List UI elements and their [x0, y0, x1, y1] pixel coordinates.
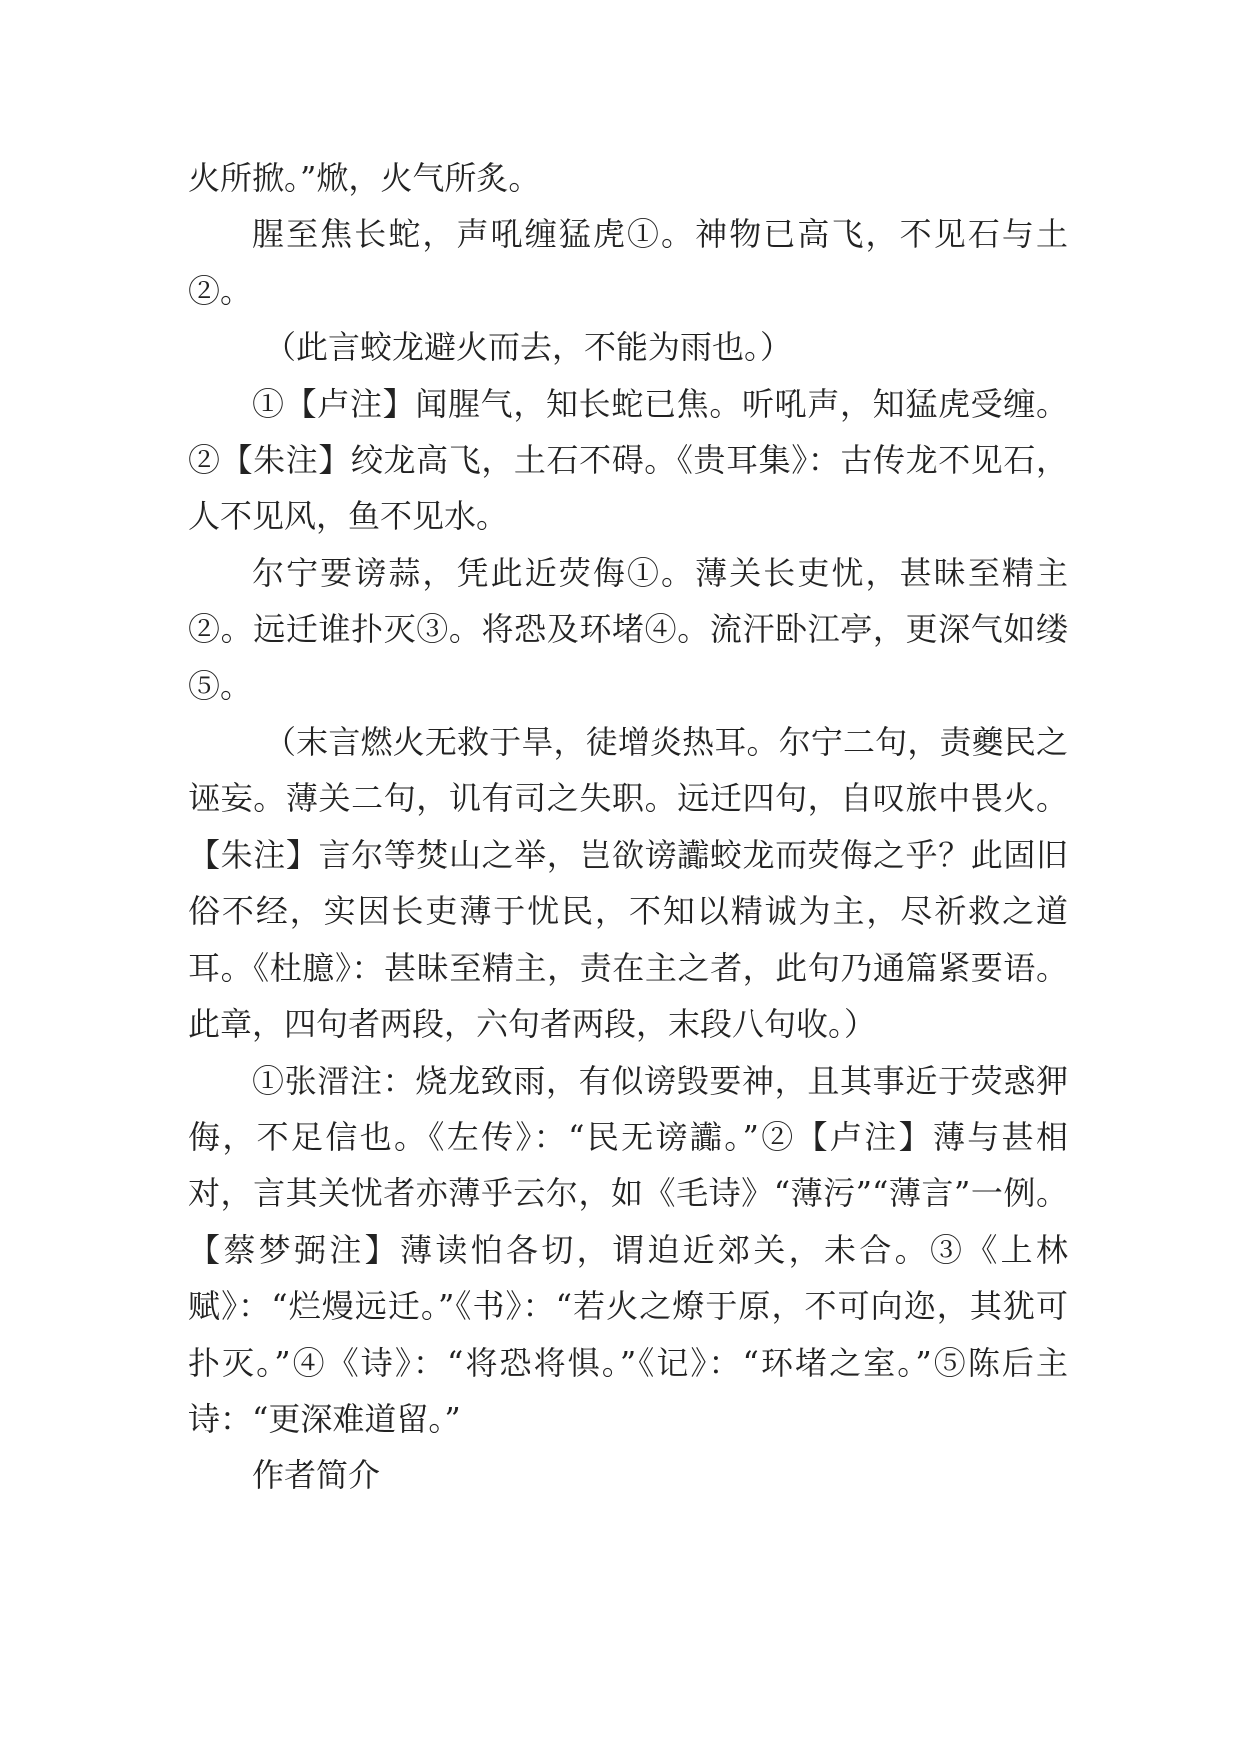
poem-stanza-2: 尔宁要谤蒜，凭此近荧侮①。薄关长吏忧，甚昧至精主②。远迁谁扑灭③。将恐及环堵④。流汗卧江亭，更深气如缕⑤。 [188, 553, 1068, 705]
section-heading-author: 作者简介 [252, 1456, 381, 1495]
poem-stanza-1: 腥至焦长蛇，声吼缠猛虎①。神物已高飞，不见石与土②。 [188, 215, 1068, 310]
footnotes-2: ①张溍注：烧龙致雨，有似谤毁要神，且其事近于荧惑狎侮，不足信也。《左传》：“民无谤讟。”②【卢注】薄与甚相对，言其关忧者亦薄乎云尔，如《毛诗》“薄污”“薄言”一例。【蔡梦弼注】薄读怕各切，谓迫近郊关，未合。③《上林赋》：“烂熳远迁。”《书》：“若火之燎于原，不可向迩，其犹可扑灭。”④《诗》：“将恐将惧。”《记》：“环堵之室。”⑤陈后主诗：“更深难道留。” [188, 1061, 1068, 1438]
footnotes-1: ①【卢注】闻腥气，知长蛇已焦。听吼声，知猛虎受缠。②【朱注】绞龙高飞，土石不碍。《贵耳集》：古传龙不见石，人不见风，鱼不见水。 [188, 384, 1068, 536]
body-text [188, 150, 1068, 1504]
paragraph-continuation: 火所掀。”焮，火气所炙。 [188, 159, 541, 197]
commentary-1: （此言蛟龙避火而去，不能为雨也。） [264, 328, 793, 367]
commentary-2: （末言燃火无救于旱，徒增炎热耳。尔宁二句，责夔民之诬妄。薄关二句，讥有司之失职。远迁四句，自叹旅中畏火。【朱注】言尔等焚山之举，岂欲谤讟蛟龙而荧侮之乎？此固旧俗不经，实因长吏薄于忧民，不知以精诚为主，尽祈救之道耳。《杜臆》：甚昧至精主，责在主之者，此句乃通篇紧要语。此章，四句者两段，六句者两段，末段八句收。） [188, 723, 1068, 1044]
